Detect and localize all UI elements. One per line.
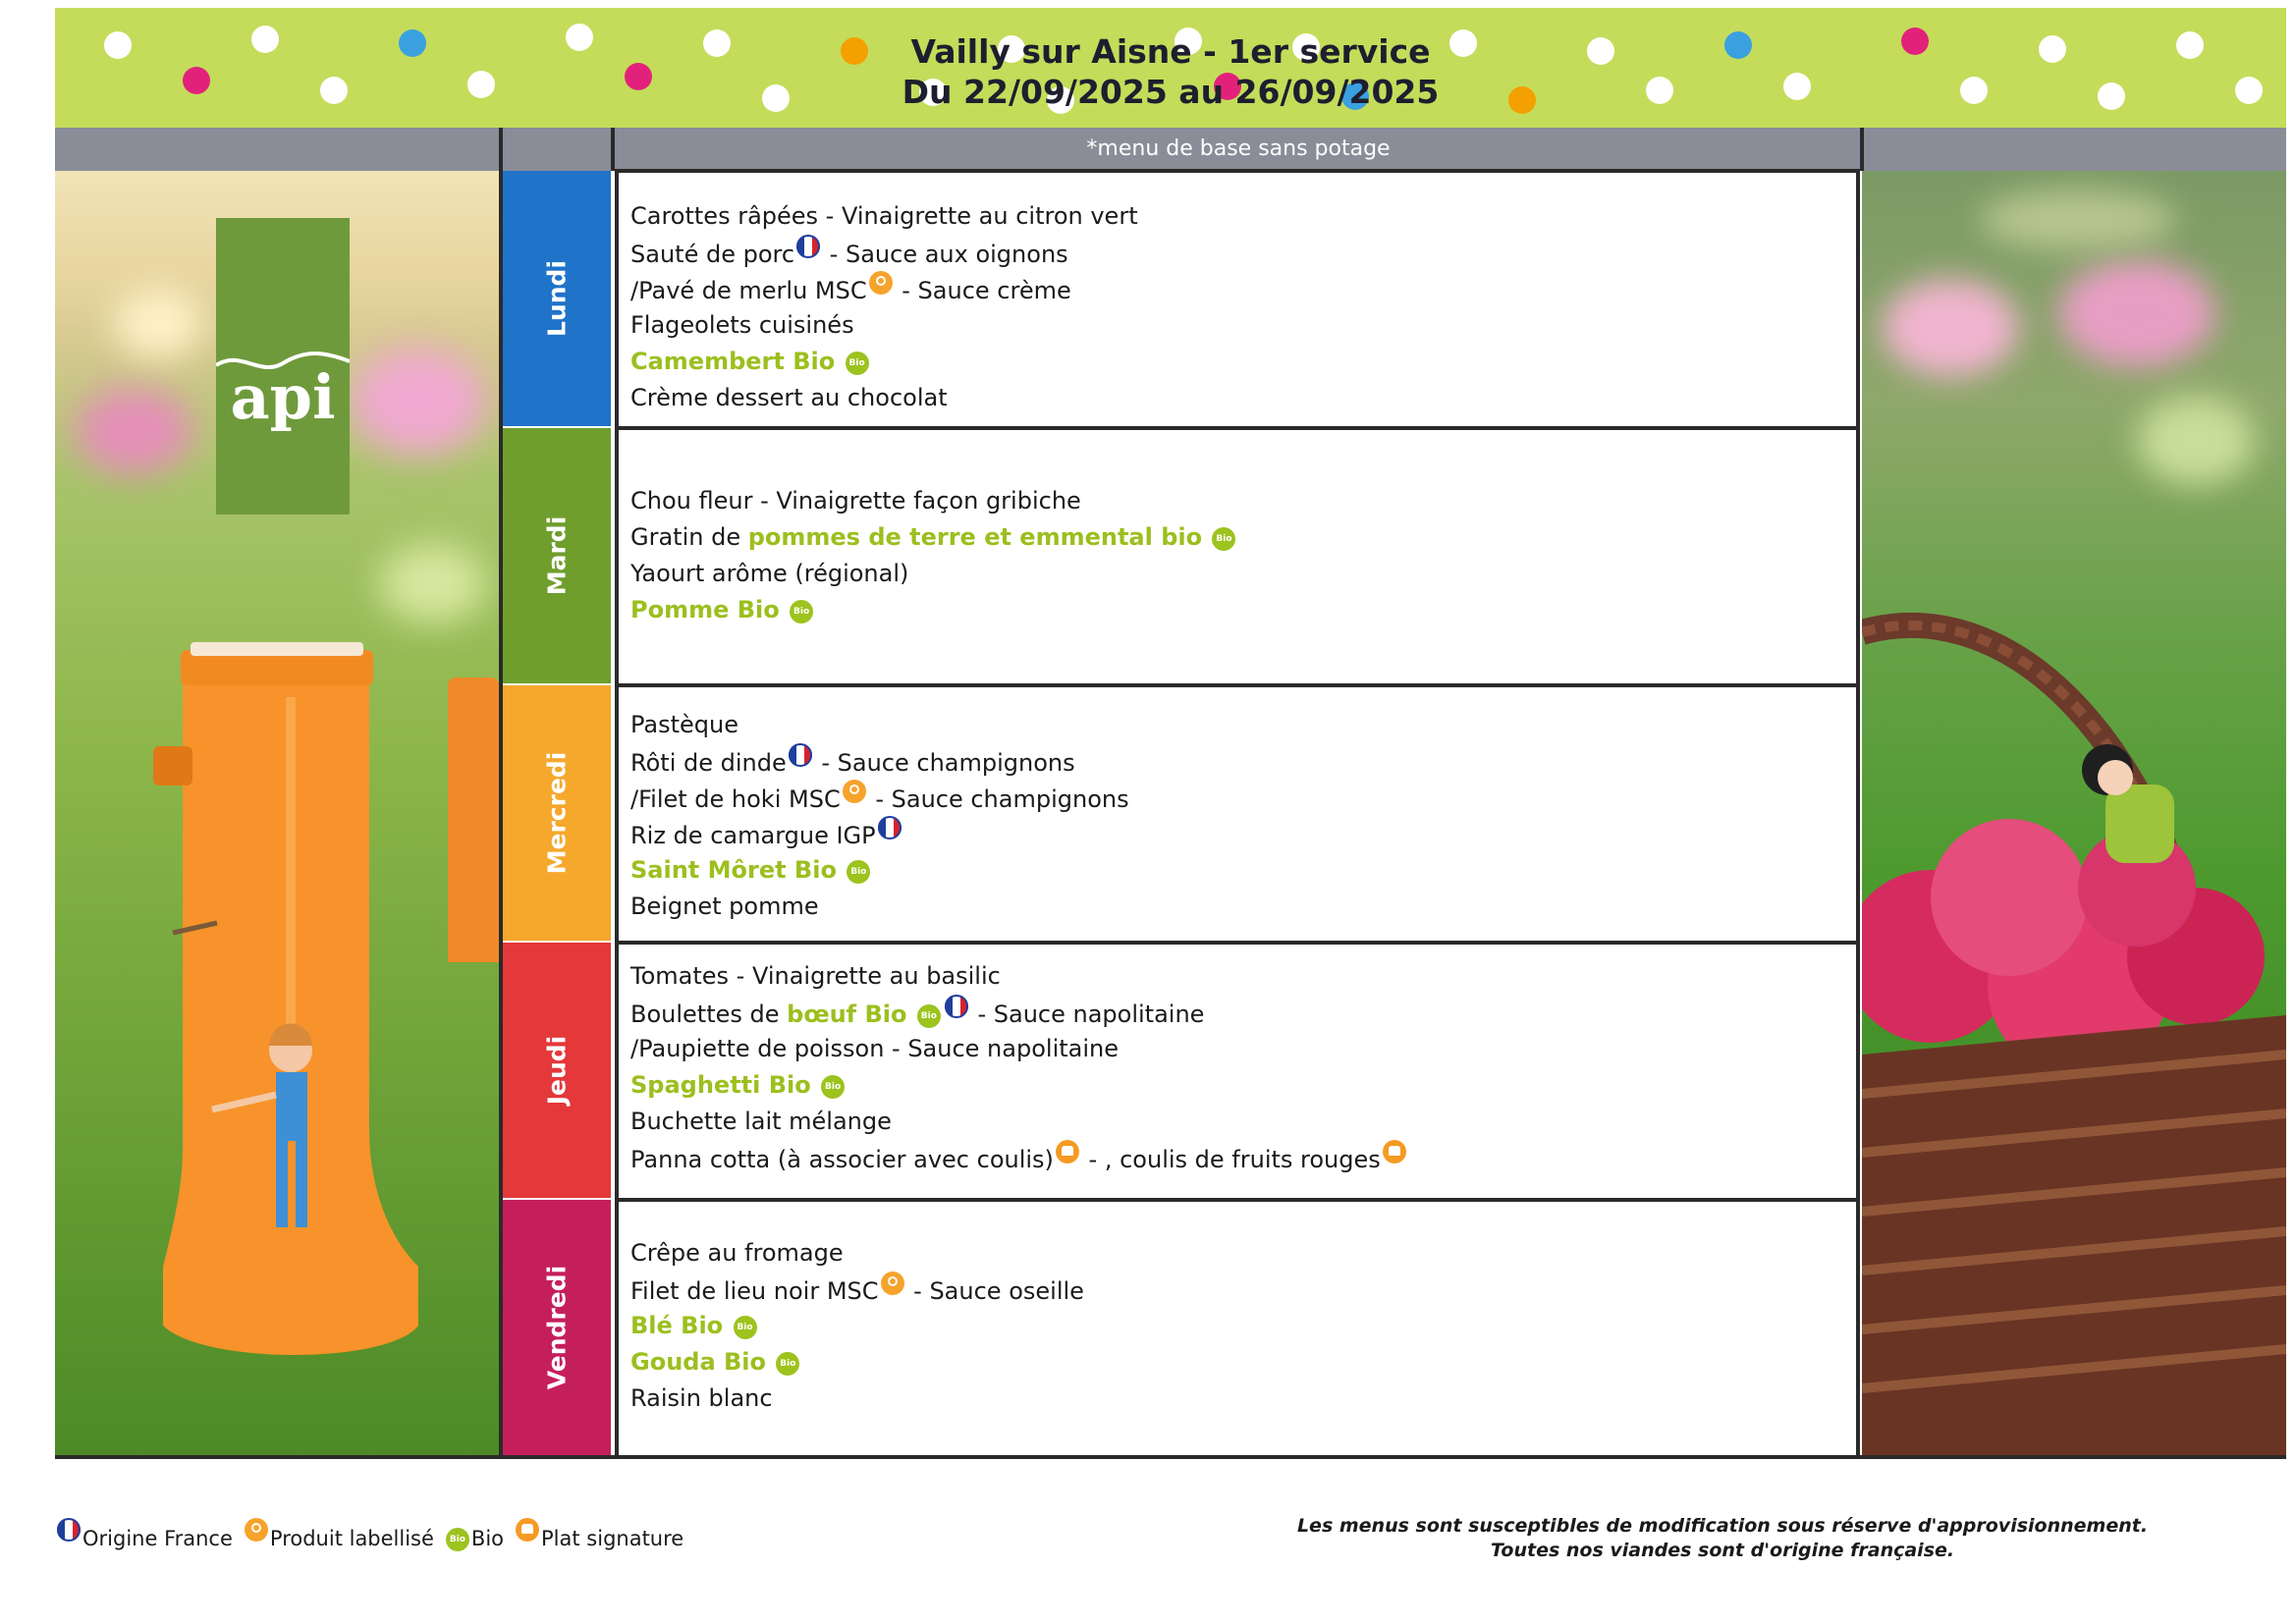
menu-item: [630, 556, 1844, 592]
menu-item: [630, 816, 1844, 852]
menu-item: [630, 958, 1844, 995]
dish-text: Sauté de porc: [630, 241, 795, 268]
band-separator: [611, 128, 615, 171]
menu-item: [630, 1308, 1844, 1344]
label-medal-icon: [869, 271, 893, 295]
legend-label: Origine France: [82, 1527, 233, 1550]
bio-icon: Bio: [446, 1528, 469, 1551]
dish-text: - Sauce champignons: [867, 785, 1129, 813]
disclaimer: [1281, 1514, 2164, 1563]
bio-dish-text: bœuf Bio: [787, 1001, 915, 1028]
bio-dish-text: Spaghetti Bio: [630, 1071, 820, 1099]
dish-text: /Paupiette de poisson - Sauce napolitaine: [630, 1035, 1119, 1062]
day-label-mardi: Mardi: [503, 428, 611, 683]
dish-text: Pastèque: [630, 711, 738, 738]
menu-item: [630, 483, 1844, 519]
dish-text: Panna cotta (à associer avec coulis): [630, 1146, 1054, 1173]
bio-icon: Bio: [790, 600, 813, 623]
bio-icon: Bio: [734, 1316, 757, 1339]
icon-legend: [55, 1518, 693, 1551]
menu-cell-mardi: [615, 426, 1860, 685]
menu-date-range: Du 22/09/2025 au 26/09/2025: [902, 73, 1440, 111]
menu-item: [630, 1140, 1844, 1176]
label-medal-icon: [245, 1518, 268, 1542]
menu-item: [630, 271, 1844, 307]
dish-text: Filet de lieu noir MSC: [630, 1277, 879, 1305]
menu-item: [630, 1380, 1844, 1417]
dish-text: /Pavé de merlu MSC: [630, 277, 867, 304]
menu-item: [630, 307, 1844, 344]
menu-item: [630, 1344, 1844, 1380]
bio-dish-text: Camembert Bio: [630, 348, 844, 375]
menu-cell-lundi: [615, 169, 1860, 428]
apple-basket-illustration: [1862, 603, 2286, 1455]
dish-text: Yaourt arôme (régional): [630, 560, 909, 587]
legend-label: Bio: [470, 1527, 505, 1550]
bio-icon: Bio: [1212, 527, 1235, 551]
bio-dish-text: Pomme Bio: [630, 596, 789, 623]
menu-cell-vendredi: [615, 1198, 1860, 1459]
menu-cell-jeudi: [615, 941, 1860, 1200]
dish-text: Boulettes de: [630, 1001, 788, 1028]
menu-item: [630, 380, 1844, 416]
dish-text: - Sauce napolitaine: [969, 1001, 1205, 1028]
menu-item: [630, 519, 1844, 556]
day-label-jeudi: Jeudi: [503, 943, 611, 1198]
dish-text: Tomates - Vinaigrette au basilic: [630, 962, 1001, 990]
menu-items: [630, 958, 1844, 1176]
label-medal-icon: [843, 780, 866, 803]
band-separator: [499, 128, 503, 171]
dish-text: Rôti de dinde: [630, 749, 787, 777]
menu-item: [630, 1272, 1844, 1308]
day-label-vendredi: Vendredi: [503, 1200, 611, 1455]
right-photo-apple-basket: [1862, 171, 2286, 1455]
chef-hat-icon: [1383, 1140, 1406, 1164]
dish-text: Crêpe au fromage: [630, 1239, 844, 1267]
menu-item: [630, 198, 1844, 235]
chef-hat-icon: [516, 1518, 539, 1542]
dish-text: Flageolets cuisinés: [630, 311, 854, 339]
bio-icon: Bio: [846, 352, 869, 375]
bio-icon: Bio: [917, 1004, 941, 1028]
menu-item: [630, 1067, 1844, 1104]
orange-boot-illustration: [143, 638, 428, 1375]
label-medal-icon: [881, 1272, 904, 1295]
dish-text: Gratin de: [630, 523, 748, 551]
grid-bottom-line: [55, 1455, 2286, 1459]
bio-icon: Bio: [847, 860, 870, 884]
dish-text: Carottes râpées - Vinaigrette au citron vert: [630, 202, 1138, 230]
dish-text: - Sauce oseille: [905, 1277, 1084, 1305]
bio-dish-text: Gouda Bio: [630, 1348, 775, 1376]
menu-items: [630, 483, 1844, 628]
title-block: [55, 31, 2286, 112]
api-logo: [216, 218, 350, 514]
menu-cell-mercredi: [615, 683, 1860, 943]
dish-text: Beignet pomme: [630, 893, 819, 920]
dish-text: /Filet de hoki MSC: [630, 785, 841, 813]
menu-item: [630, 852, 1844, 889]
left-photo-boot: [55, 171, 499, 1455]
menu-item: [630, 1031, 1844, 1067]
dish-text: - , coulis de fruits rouges: [1080, 1146, 1381, 1173]
dish-text: - Sauce crème: [894, 277, 1071, 304]
menu-item: [630, 995, 1844, 1031]
day-label-mercredi: Mercredi: [503, 685, 611, 941]
menu-item: [630, 235, 1844, 271]
france-flag-icon: [57, 1518, 81, 1542]
second-boot: [448, 677, 499, 962]
dish-text: - Sauce aux oignons: [822, 241, 1068, 268]
france-flag-icon: [878, 816, 902, 839]
dish-text: Riz de camargue IGP: [630, 822, 876, 849]
dish-text: Raisin blanc: [630, 1384, 773, 1412]
menu-item: [630, 743, 1844, 780]
dish-text: Chou fleur - Vinaigrette façon gribiche: [630, 487, 1081, 514]
bio-dish-text: pommes de terre et emmental bio: [747, 523, 1211, 551]
menu-items: [630, 707, 1844, 925]
header-banner: [55, 8, 2286, 128]
france-flag-icon: [789, 743, 812, 767]
menu-item: [630, 1235, 1844, 1272]
disclaimer-line-2: Toutes nos viandes sont d'origine française.: [1490, 1540, 1955, 1561]
bio-dish-text: Blé Bio: [630, 1312, 732, 1339]
bio-dish-text: Saint Môret Bio: [630, 856, 846, 884]
disclaimer-line-1: Les menus sont susceptibles de modification sous réserve d'approvisionnement.: [1296, 1515, 2149, 1537]
france-flag-icon: [945, 995, 968, 1018]
day-label-lundi: Lundi: [503, 171, 611, 426]
dish-text: Crème dessert au chocolat: [630, 384, 948, 411]
dish-text: Buchette lait mélange: [630, 1108, 892, 1135]
france-flag-icon: [796, 235, 820, 258]
menu-item: [630, 889, 1844, 925]
menu-note: *menu de base sans potage: [1086, 136, 1391, 161]
menu-item: [630, 707, 1844, 743]
menu-item: [630, 344, 1844, 380]
logo-text: api: [230, 361, 336, 433]
menu-items: [630, 1235, 1844, 1417]
bio-icon: Bio: [776, 1352, 799, 1376]
menu-item: [630, 1104, 1844, 1140]
menu-item: [630, 592, 1844, 628]
legend-label: Produit labellisé: [269, 1527, 434, 1550]
legend-label: Plat signature: [541, 1527, 684, 1550]
menu-items: [630, 198, 1844, 416]
band-separator: [1860, 128, 1864, 171]
bio-icon: Bio: [821, 1075, 845, 1099]
dish-text: - Sauce champignons: [813, 749, 1075, 777]
menu-title: Vailly sur Aisne - 1er service: [910, 32, 1431, 71]
menu-item: [630, 780, 1844, 816]
chef-hat-icon: [1056, 1140, 1079, 1164]
